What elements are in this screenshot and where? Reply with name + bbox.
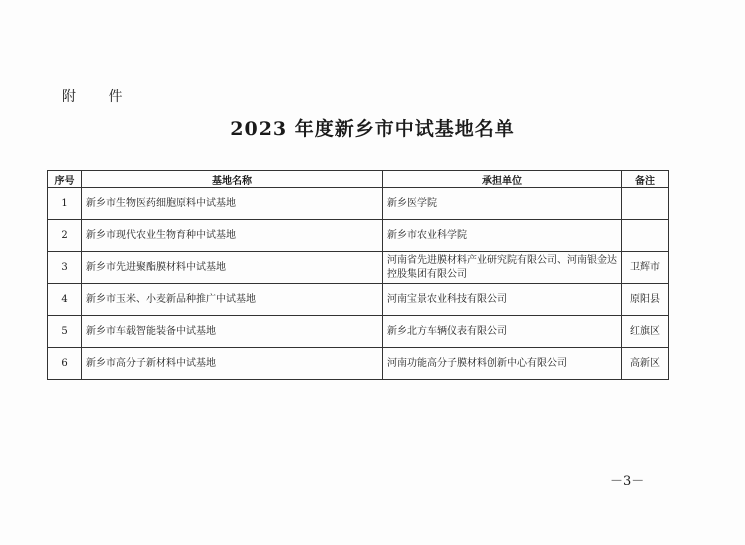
header-name: 基地名称	[82, 171, 383, 188]
header-note: 备注	[622, 171, 669, 188]
cell-name: 新乡市车载智能装备中试基地	[82, 316, 383, 348]
cell-name: 新乡市先进聚酯膜材料中试基地	[82, 252, 383, 284]
table-header-row	[48, 171, 669, 188]
base-list-table	[47, 170, 669, 380]
cell-note: 原阳县	[622, 284, 669, 316]
attachment-label: 附 件	[62, 89, 137, 105]
table-row	[48, 316, 669, 348]
cell-no: 5	[48, 316, 82, 348]
cell-name: 新乡市现代农业生物育种中试基地	[82, 220, 383, 252]
table-row	[48, 252, 669, 284]
header-unit: 承担单位	[383, 171, 622, 188]
cell-note	[622, 220, 669, 252]
cell-note	[622, 188, 669, 220]
cell-note: 红旗区	[622, 316, 669, 348]
cell-unit: 河南省先进膜材料产业研究院有限公司、河南银金达控股集团有限公司	[383, 252, 622, 284]
cell-unit: 新乡市农业科学院	[383, 220, 622, 252]
cell-no: 4	[48, 284, 82, 316]
table-row	[48, 284, 669, 316]
cell-name: 新乡市玉米、小麦新品种推广中试基地	[82, 284, 383, 316]
cell-name: 新乡市高分子新材料中试基地	[82, 348, 383, 380]
cell-no: 6	[48, 348, 82, 380]
table-row	[48, 220, 669, 252]
cell-unit: 河南宝景农业科技有限公司	[383, 284, 622, 316]
header-no: 序号	[48, 171, 82, 188]
page-number: －3－	[610, 474, 645, 489]
cell-name: 新乡市生物医药细胞原料中试基地	[82, 188, 383, 220]
cell-unit: 新乡北方车辆仪表有限公司	[383, 316, 622, 348]
cell-no: 2	[48, 220, 82, 252]
cell-note: 卫辉市	[622, 252, 669, 284]
cell-note: 高新区	[622, 348, 669, 380]
cell-no: 3	[48, 252, 82, 284]
document-title: 2023 年度新乡市中试基地名单	[230, 118, 515, 140]
cell-unit: 河南功能高分子膜材料创新中心有限公司	[383, 348, 622, 380]
table-row	[48, 188, 669, 220]
table-row	[48, 348, 669, 380]
cell-no: 1	[48, 188, 82, 220]
cell-unit: 新乡医学院	[383, 188, 622, 220]
